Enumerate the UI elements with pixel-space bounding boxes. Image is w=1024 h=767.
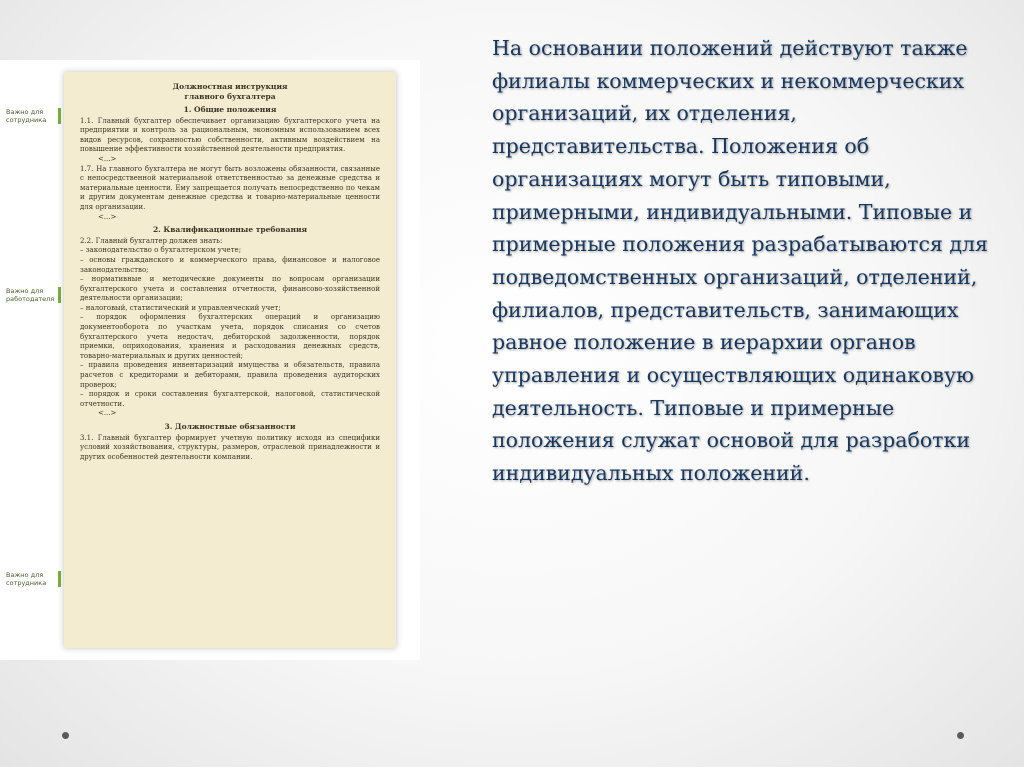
doc-ellipsis: <...>	[98, 154, 117, 163]
slide-body-text: На основании положений действуют также филиалы коммерческих и некоммерческих организаций, их отделения, представительства. Положения об организациях могут быть типовыми, примерными, индивидуальными. Типовые и примерные положения разрабатываются для подведомственных организаций, отделений, филиалов, представительств, занимающих равное положение в иерархии органов управления и осуществляющих одинаковую деятельность. Типовые и примерные положения служат основой для разработки индивидуальных положений.	[492, 36, 988, 486]
doc-list-item: – основы гражданского и коммерческого права, финансовое и налоговое законодательство;	[80, 255, 380, 274]
side-tag-employee-2: Важно для сотрудника	[6, 571, 61, 587]
side-tag-employee: Важно для сотрудника	[6, 108, 61, 124]
doc-list-item: – законодательство о бухгалтерском учете;	[80, 246, 242, 255]
corner-dot-icon	[62, 732, 69, 739]
doc-title-line1: Должностная инструкция	[172, 82, 288, 91]
doc-para-1-7: 1.7. На главного бухгалтера не могут быть возложены обязанности, связанные с непосредственной материальной ответственностью за денежные средства и материальные ценности. Ему запрещается получать непосредственно по чекам и другим документам денежные средства и товарно-материальные ценности для организации.	[80, 164, 380, 211]
side-tag-employer: Важно для работодателя	[6, 287, 61, 303]
doc-para-2-2: 2.2. Главный бухгалтер должен знать:	[80, 236, 223, 245]
doc-ellipsis: <...>	[98, 409, 117, 418]
doc-list-item: – правила проведения инвентаризаций имущества и обязательств, правила расчетов с кредиторами и дебиторами, правила проведения аудиторских проверок;	[80, 361, 380, 389]
doc-section3-heading: 3. Должностные обязанности	[164, 422, 296, 431]
corner-dot-icon	[957, 732, 964, 739]
job-description-document	[64, 72, 396, 648]
doc-section1-heading: 1. Общие положения	[183, 105, 277, 114]
doc-para-1-1: 1.1. Главный бухгалтер обеспечивает организацию бухгалтерского учета на предприятии и контроль за рациональным, экономным использованием всех видов ресурсов, сохранностью собственности, активным воздействием на повышение эффективности хозяйственной деятельности предприятия.	[80, 116, 380, 154]
doc-section2-heading: 2. Квалификационные требования	[152, 225, 308, 235]
doc-para-3-1: 3.1. Главный бухгалтер формирует учетную политику исходя из специфики условий хозяйствования, структуры, размеров, отраслевой принадлежности и других особенностей деятельности компании.	[80, 433, 380, 461]
doc-list-item: – налоговый, статистический и управленческий учет;	[80, 303, 281, 312]
doc-title-line2: главного бухгалтера	[184, 92, 276, 101]
doc-ellipsis: <...>	[98, 212, 117, 221]
doc-list-item: – порядок и сроки составления бухгалтерской, налоговой, статистической отчетности.	[80, 390, 380, 408]
doc-list-item: – порядок оформления бухгалтерских операций и организацию документооборота по участкам учета, порядок списания со счетов бухгалтерского учета недостач, дебиторской задолженности, порядок приемки, оприходования, хранения и расходования денежных средств, товарно-материальных и других ценностей;	[80, 313, 380, 360]
doc-list-item: – нормативные и методические документы по вопросам организации бухгалтерского учета и составления отчетности, финансово-хозяйственной деятельности организации;	[80, 275, 380, 303]
